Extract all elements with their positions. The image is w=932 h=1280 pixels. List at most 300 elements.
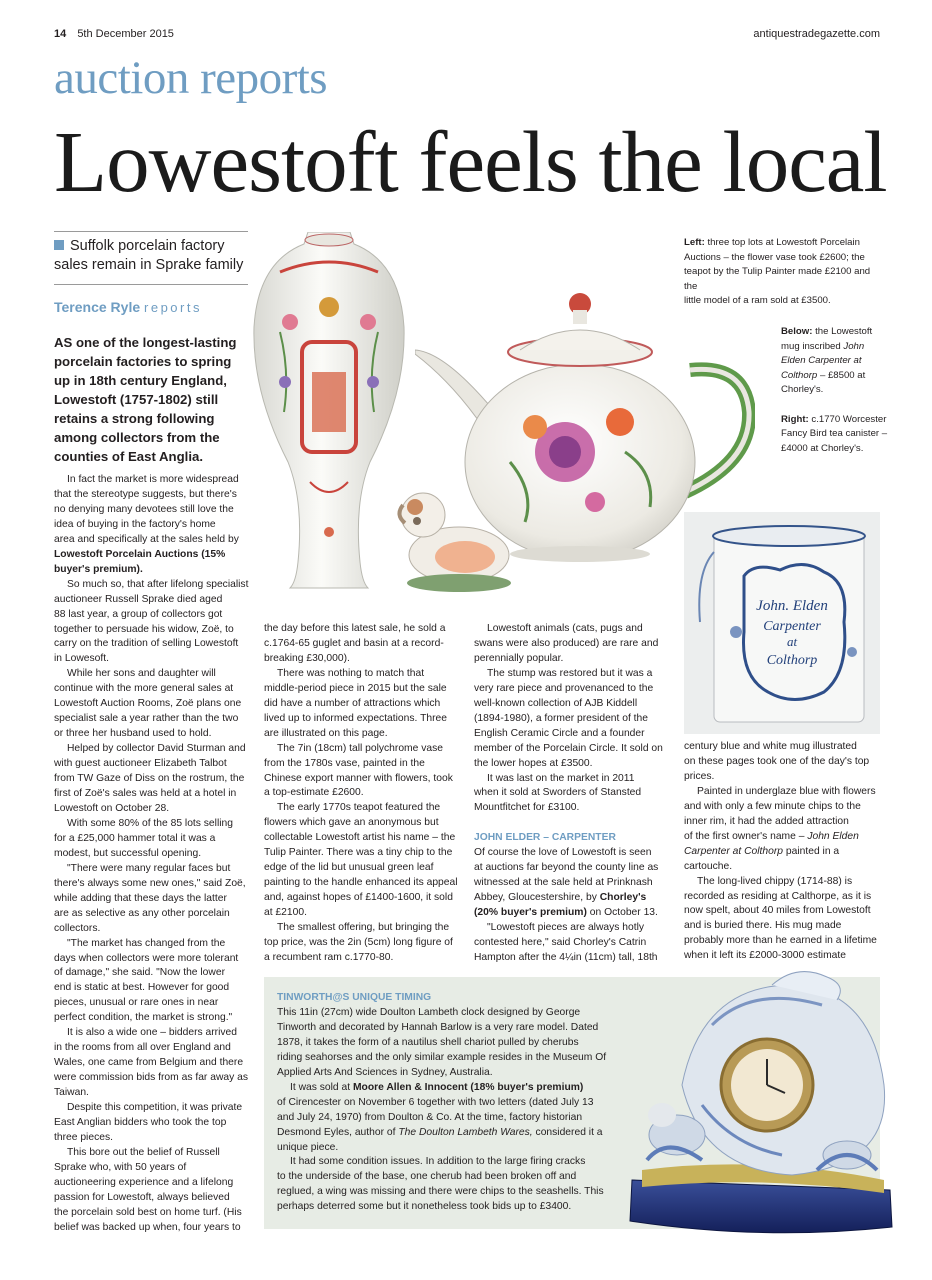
text-run: days when collectors were more tolerant [54,952,239,964]
article-column-3 [474,622,670,966]
text-run: painted in a [785,845,840,857]
text-line [54,682,250,697]
text-run: are as selective as any other porcelain [54,907,230,919]
text-line [264,697,460,712]
text-line [54,1011,250,1026]
text-line [684,800,880,815]
text-line [264,667,460,682]
text-run: John Elden [807,830,859,842]
text-run: that the stereotype suggests, but there's [54,488,237,500]
text-run: Tulip Painter. There was a tiny chip to the [264,847,453,859]
text-line [264,846,460,861]
auction-house-name: Moore Allen & Innocent (18% buyer's premium) [352,1081,584,1093]
text-line [474,652,670,667]
article-column-2 [264,622,460,966]
text-run: Abbey, Gloucestershire, by [474,892,597,904]
text-run: painting to the handle enhanced its appeal [264,877,458,889]
text-line [277,1096,647,1111]
text-run: from TW Gaze of Diss on the rostrum, the [54,773,245,785]
text-line [54,787,250,802]
caption-label: Below: [781,326,813,337]
text-line [684,949,880,964]
text-run: JOHN ELDER – CARPENTER [474,832,616,844]
text-line [54,518,250,533]
intro-paragraph [54,333,254,466]
text-line [54,996,250,1011]
mug-inscription-line: John. Elden [756,598,828,614]
text-run: for a £25,000 hammer total it was a [54,832,216,844]
text-line [684,815,880,830]
text-line [54,981,250,996]
text-line [264,622,460,637]
text-line: to the underside of the base, one cherub had been broken off and [277,1171,577,1183]
text-run: from the 1780s vase, painted in the [264,757,425,769]
text-line: riding seahorses and the only similar example resides in the Museum Of [277,1051,607,1063]
text-line: Tinworth and decorated by Hannah Barlow is a very rare model. Dated [277,1021,599,1033]
text-line [684,845,880,860]
text-line: Applied Arts And Sciences in Sydney, Australia. [277,1066,493,1078]
text-run: very rare piece and provenanced to the [474,682,654,694]
text-run: end is static at best. However for good [54,982,230,994]
text-run: It is also a wide one – bidders arrived [67,1027,237,1039]
text-run: the lower hopes at £3500. [474,757,593,769]
text-run: of Cirencester on November 6 together with two letters (dated July 13 [277,1096,594,1108]
text-run: edge of the lid but unusual green leaf [264,862,434,874]
text-line [54,1056,250,1071]
text-line [684,830,880,845]
text-run: the day before this latest sale, he sold a [264,623,446,634]
text-run: did have a number of attractions which [264,697,441,709]
divider [54,284,248,285]
text-run: and is buried there. His mug made [684,920,842,932]
text-line [54,488,250,503]
sidebar-box-text [277,991,647,1215]
text-run: c.1764-65 guglet and basin at a record- [264,637,444,649]
ram-figure-image [395,485,513,593]
text-line [54,937,250,952]
text-run: It was last on the market in 2011 [487,772,635,784]
standfirst-line-1: Suffolk porcelain factory [70,238,225,254]
text-line [277,1111,647,1126]
text-run: Helped by collector David Sturman and [67,743,246,755]
text-line [54,548,250,563]
text-line [54,757,250,772]
text-line [264,757,460,772]
text-line [54,1116,250,1131]
text-run: pieces, unusual or rare ones in near [54,997,219,1009]
text-run: when it left its £2000-3000 estimate [684,950,846,962]
text-run: or three her husband used to hold. [54,728,212,740]
text-run: modest, but successful opening. [54,847,202,859]
text-run: collectable Lowestoft artist his name – the [264,832,456,844]
text-run: "The market has changed from the [67,937,226,949]
text-run: belief was backed up when, four years to [54,1221,241,1233]
text-run: cartouche. [684,860,733,872]
text-line [54,1176,250,1191]
text-run: passion for Lowestoft, always believed [54,1191,230,1203]
text-line [684,785,880,800]
text-line [54,862,250,877]
text-line [474,622,670,637]
website-link[interactable]: antiquestradegazette.com [753,28,880,40]
text-run: prices. [684,770,715,782]
text-run: were commission bids from as far away as [54,1072,248,1084]
text-line [54,1146,250,1161]
text-run: Painted in underglaze blue with flowers [697,785,876,797]
text-run: specialist sale a year rather than the two [54,713,239,725]
divider [54,231,248,232]
caption-italic: Elden Carpenter at [781,355,862,367]
text-run: carry on the tradition of selling Lowestoft [54,638,239,650]
text-line [54,593,250,608]
text-line [54,578,250,593]
text-run: auctioneering experience and a lifelong [54,1176,234,1188]
text-line [474,861,670,876]
text-line: This 11in (27cm) wide Doulton Lambeth clock designed by George [277,1006,581,1018]
text-run: Chinese export manner with flowers, took [264,772,453,784]
text-run: continue with the more general sales at [54,683,234,695]
text-line [54,1086,250,1101]
text-run: of the first owner's name – [684,830,805,842]
text-line [474,757,670,772]
text-line [54,847,250,862]
text-line [264,876,460,891]
text-line [474,727,670,742]
text-line [264,861,460,876]
text-line [264,951,460,966]
text-run: There was nothing to match that [277,667,425,679]
text-run: So much so, that after lifelong specialist [67,578,249,590]
text-run: Despite this competition, it was private [67,1102,243,1114]
text-run: area and specifically at the sales held by [54,533,239,545]
text-run: Lowestoft Auction Rooms, Zoë plans one [54,698,242,710]
author-name[interactable]: Terence Ryle [54,299,141,315]
text-line [54,667,250,682]
text-line [264,652,460,667]
text-line [684,919,880,934]
text-line [684,755,880,770]
text-line [54,1131,250,1146]
text-run: lived up to informed expectations. Three [264,712,447,724]
square-bullet-icon [54,240,64,250]
text-run: swans were also produced) are rare and [474,637,659,649]
text-line [54,697,250,712]
text-line [474,951,670,966]
text-line [54,802,250,817]
text-run: (1894-1980), a former president of the [474,712,649,724]
caption-line: – £8500 at [819,369,866,381]
spacer [474,816,670,831]
text-line [684,904,880,919]
text-line [474,891,670,906]
text-run: and with only a few minute chips to the [684,800,861,812]
text-line [277,1126,647,1141]
text-line [54,1206,250,1221]
caption-line: Fancy Bird tea canister – [781,428,888,440]
article-column-4 [684,740,880,964]
text-line [684,770,880,785]
byline-reports: reports [144,300,202,315]
intro-line: up in 18th century England, [54,373,227,388]
text-line [54,1221,250,1236]
text-run: "There were many regular faces but [67,862,231,874]
mug-inscription-line: Colthorp [766,653,818,668]
text-run: member of the Porcelain Circle. It sold on [474,742,663,754]
text-run: middle-period piece in 2015 but the sale [264,682,447,694]
text-line [264,936,460,951]
text-run: first of Zoë's sales was held at a hotel in [54,788,237,800]
text-line [54,1071,250,1086]
text-run: perennially popular. [474,652,564,664]
text-line [684,740,880,755]
text-line [54,503,250,518]
text-line [474,921,670,936]
text-run: in the rooms from all over England and [54,1042,231,1054]
text-line [54,608,250,623]
text-run: flowers which gave an anonymous but [264,817,439,829]
text-run: "Lowestoft pieces are always hotly [487,922,645,934]
text-run: Hampton after the 4¼in (11cm) tall, 18th [474,951,658,963]
intro-line: porcelain factories to spring [54,354,232,369]
text-run: and, against hopes of £1400-1600, it sold [264,892,453,904]
text-line [264,712,460,727]
text-line [54,652,250,667]
text-line: reglued, a wing was missing and there were chips to the seashells. This [277,1186,604,1198]
text-run: buyer's premium). [54,563,143,575]
text-run: when it sold at Sworders of Stansted [474,787,642,799]
text-run: perfect condition, the market is strong." [54,1012,233,1024]
text-line [684,934,880,949]
text-line [54,892,250,907]
intro-line: among collectors from the [54,430,220,445]
text-run: This bore out the belief of Russell [67,1146,220,1158]
text-line [264,772,460,787]
text-line [54,922,250,937]
page-number: 14 [54,28,67,40]
text-line [474,667,670,682]
text-run: breaking £30,000). [264,652,350,664]
text-line [474,742,670,757]
text-line [474,876,670,891]
text-run: there's always some new ones," said Zoë, [54,877,246,889]
text-line [264,682,460,697]
text-run: recorded as residing at Calthorpe, as it is [684,890,872,902]
text-run: on October 13. [589,907,658,919]
text-run: With some 80% of the 85 lots selling [67,817,233,829]
text-line [264,906,460,921]
text-line [54,727,250,742]
caption-line: three top lots at Lowestoft Porcelain [707,237,860,248]
section-title: auction reports [54,52,328,104]
text-run: The long-lived chippy (1714-88) is [697,875,853,887]
mug-inscription-line: at [786,634,798,649]
text-run: English Ceramic Circle and a founder [474,727,645,739]
caption-italic: Colthorp [781,369,818,381]
text-run: a top-estimate £2600. [264,787,364,799]
caption-line: the Lowestoft [815,326,873,337]
text-line [54,712,250,727]
caption-line: c.1770 Worcester [811,413,887,425]
text-run: 88 last year, a group of collectors got [54,608,223,620]
intro-line: counties of East Anglia. [54,449,203,464]
text-run: The Doulton Lambeth Wares, [398,1126,533,1138]
text-line [474,637,670,652]
text-line [54,623,250,638]
mug-inscription-line: Carpenter [763,619,821,634]
text-line [264,801,460,816]
text-run: The 7in (18cm) tall polychrome vase [277,742,443,754]
caption-line: little model of a ram sold at £3500. [684,295,831,307]
text-line: 1878, it takes the form of a nautilus shell chariot pulled by cherubs [277,1036,579,1048]
text-line [54,742,250,757]
article-column-1 [54,473,250,1236]
vase-image [250,232,408,592]
text-run: are illustrated on this page. [264,727,388,739]
byline [54,299,202,315]
text-run: at £2100. [264,907,307,919]
text-line [264,727,460,742]
text-run: a recumbent ram c.1770-80. [264,951,394,963]
text-line [54,966,250,981]
text-line [264,831,460,846]
text-run: while adding that these days the latter [54,892,227,904]
standfirst-line-2: sales remain in Sprake family [54,257,244,273]
text-run: Wales, one came from Belgium and there [54,1057,244,1069]
caption-label: Right: [781,413,809,425]
text-run: In fact the market is more widespread [67,474,239,485]
text-run: Carpenter at Colthorp [684,845,784,857]
text-line [264,816,460,831]
text-line [684,875,880,890]
text-run: at auctions far beyond the county line as [474,862,659,874]
text-run: idea of buying in the factory's home [54,518,216,530]
text-run: Taiwan. [54,1087,89,1099]
text-run: (20% buyer's premium) [474,907,587,919]
text-line [474,772,670,787]
text-line [54,1041,250,1056]
text-line [54,1191,250,1206]
text-run: and July 24, 1970) from Doulton & Co. At the time, factory historian [277,1111,583,1123]
text-line [264,921,460,936]
mug-image [684,512,880,734]
text-line [474,786,670,801]
text-run: Lowestoft on October 28. [54,802,170,814]
caption-line: Chorley's. [781,384,824,396]
text-line [54,1161,250,1176]
text-run: Desmond Eyles, author of [277,1126,396,1138]
caption-below [781,325,891,456]
text-line [54,1026,250,1041]
text-line [474,936,670,951]
text-run: considered it a [535,1126,603,1138]
text-line [54,907,250,922]
text-line [264,742,460,757]
text-run: on these pages took one of the day's top [684,755,870,767]
text-line [264,637,460,652]
subheading [474,831,670,846]
text-run: Sprake who, with 50 years of [54,1161,187,1173]
text-run: probably more than he earned in a lifetime [684,935,877,947]
text-line [474,697,670,712]
text-run: Lowestoft animals (cats, pugs and [487,623,643,634]
text-run: witnessed at the sale held at Prinknash [474,877,653,889]
text-line [54,533,250,548]
text-line [54,772,250,787]
text-line [54,817,250,832]
text-line [54,952,250,967]
caption-line: Auctions – the flower vase took £2600; the [684,251,865,263]
intro-line: retains a strong following [54,411,215,426]
text-run: The smallest offering, but bringing the [277,922,450,934]
text-run: Chorley's [599,892,647,904]
text-run: three pieces. [54,1131,113,1143]
text-run: top price, was the 2in (5cm) long figure of [264,937,453,949]
text-line [684,890,880,905]
text-run: century blue and white mug illustrated [684,741,857,752]
text-run: Lowestoft Porcelain Auctions (15% [54,548,226,560]
text-line [474,682,670,697]
issue-date: 5th December 2015 [77,28,174,40]
text-run: the porcelain sold best on home turf. (His [54,1206,242,1218]
text-run: While her sons and daughter will [67,668,216,680]
text-run: no denying many devotees still love the [54,503,234,515]
text-run: inner rim, it had the added attraction [684,815,849,827]
text-line [264,891,460,906]
text-run: It was sold at [290,1081,351,1093]
text-line [264,786,460,801]
clock-image [622,965,900,1247]
caption-italic: John [843,340,865,352]
headline: Lowestoft feels the local [54,113,887,210]
text-line: unique piece. [277,1141,339,1153]
text-line [474,846,670,861]
box-heading: TINWORTH@S UNIQUE TIMING [277,992,432,1003]
text-line [54,473,250,488]
text-line [474,712,670,727]
text-line [54,563,250,578]
caption-line: teapot by the Tulip Painter made £2100 and the [684,266,871,292]
caption-line: £4000 at Chorley's. [781,442,864,454]
text-line [54,637,250,652]
text-run: of damage," she said. "Now the lower [54,967,226,979]
intro-line: AS one of the longest-lasting [54,335,237,350]
page-header [54,28,880,44]
text-line [684,860,880,875]
text-line [54,832,250,847]
text-run: auctioneer Russell Sprake died aged [54,593,223,605]
text-run: now spelt, about 40 miles from Lowestoft [684,905,871,917]
text-line [54,877,250,892]
text-line: It had some condition issues. In addition to the large firing cracks [290,1156,586,1168]
text-line [54,1101,250,1116]
intro-line: Lowestoft (1757-1802) still [54,392,219,407]
caption-line: mug inscribed [781,340,841,352]
text-run: The stump was restored but it was a [487,667,653,679]
text-run: Of course the love of Lowestoft is seen [474,847,652,859]
text-line [474,906,670,921]
text-run: with guest auctioneer Elizabeth Talbot [54,758,227,770]
standfirst [54,237,254,275]
text-run: in Lowesoft. [54,653,109,665]
text-run: together to persuade his widow, Zoë, to [54,623,234,635]
text-run: well-known collection of AJB Kiddell [474,697,638,709]
text-run: contested here," said Chorley's Catrin [474,937,647,948]
text-line [474,801,670,816]
text-run: Mountfitchet for £3100. [474,802,580,814]
text-line [277,1081,647,1096]
text-run: collectors. [54,922,101,934]
text-line: perhaps deterred some but it nonetheless took bids up to £3400. [277,1201,572,1213]
